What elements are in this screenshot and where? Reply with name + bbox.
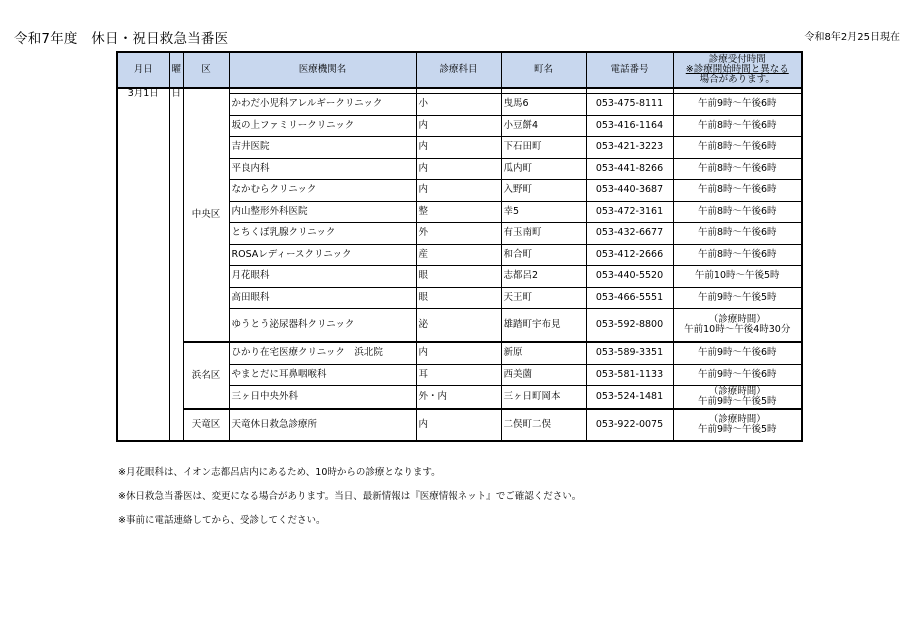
ward-hamana: 浜名区 — [183, 342, 229, 409]
phone: 053-416-1164 — [586, 115, 673, 137]
clinic-name: なかむらクリニック — [229, 180, 416, 202]
phone: 053-432-6677 — [586, 223, 673, 245]
hours: 午前10時～午後5時 — [673, 266, 802, 288]
department: 外 — [416, 223, 501, 245]
department: 内 — [416, 137, 501, 159]
hours: 午前8時～午後6時 — [673, 201, 802, 223]
header-phone: 電話番号 — [586, 52, 673, 88]
header-weekday: 曜 — [169, 52, 183, 88]
department: 泌 — [416, 309, 501, 343]
phone: 053-440-3687 — [586, 180, 673, 202]
weekday-cell — [169, 88, 183, 441]
phone: 053-472-3161 — [586, 201, 673, 223]
page-title: 令和7年度 休日・祝日救急当番医 — [14, 31, 229, 47]
phone: 053-466-5551 — [586, 287, 673, 309]
phone: 053-581-1133 — [586, 364, 673, 386]
table-row — [117, 409, 802, 441]
hours: 午前8時～午後6時 — [673, 158, 802, 180]
hours: 午前8時～午後6時 — [673, 115, 802, 137]
hours-value: 午前9時～午後5時 — [697, 396, 777, 407]
hours-note: （診療時間） — [708, 314, 766, 326]
department: 外・内 — [416, 386, 501, 410]
header-ward: 区 — [183, 52, 229, 88]
phone: 053-441-8266 — [586, 158, 673, 180]
phone: 053-922-0075 — [586, 409, 673, 441]
department: 産 — [416, 244, 501, 266]
weekday-text: 日 — [171, 88, 182, 99]
as-of-date: 令和8年2月25日現在 — [804, 32, 900, 43]
hours — [673, 386, 802, 410]
clinic-name: やまとだに耳鼻咽喉科 — [229, 364, 416, 386]
date-cell — [117, 88, 169, 441]
town: 新原 — [501, 342, 586, 364]
town: 志都呂2 — [501, 266, 586, 288]
note-1: ※月花眼科は、イオン志都呂店内にあるため、10時からの診療となります。 — [118, 467, 441, 478]
clinic-name: 坂の上ファミリークリニック — [229, 115, 416, 137]
phone: 053-440-5520 — [586, 266, 673, 288]
phone: 053-412-2666 — [586, 244, 673, 266]
date-text: 3月1日 — [127, 88, 159, 99]
clinic-name: 内山整形外科医院 — [229, 201, 416, 223]
phone: 053-592-8800 — [586, 309, 673, 343]
clinic-name: ひかり在宅医療クリニック 浜北院 — [229, 342, 416, 364]
hours: 午前8時～午後6時 — [673, 244, 802, 266]
clinic-name: 天竜休日救急診療所 — [229, 409, 416, 441]
town: 三ヶ日町岡本 — [501, 386, 586, 410]
note-2: ※休日救急当番医は、変更になる場合があります。当日、最新情報は『医療情報ネット』でご確認ください。 — [118, 491, 582, 502]
clinic-name: とちくぼ乳腺クリニック — [229, 223, 416, 245]
clinic-name: 吉井医院 — [229, 137, 416, 159]
department: 内 — [416, 409, 501, 441]
hours-note: （診療時間） — [708, 414, 766, 426]
hours: 午前8時～午後6時 — [673, 180, 802, 202]
clinic-name: ROSAレディースクリニック — [229, 244, 416, 266]
hours-value: 午前10時～午後4時30分 — [684, 324, 791, 335]
note-3: ※事前に電話連絡してから、受診してください。 — [118, 515, 326, 526]
phone: 053-421-3223 — [586, 137, 673, 159]
clinic-name: 高田眼科 — [229, 287, 416, 309]
header-hours-line2: ※診療開始時間と異なる — [685, 64, 789, 76]
hours-value: 午前9時～午後5時 — [697, 424, 777, 435]
hours: 午前9時～午後5時 — [673, 287, 802, 309]
town: 二俣町二俣 — [501, 409, 586, 441]
duty-doctor-table — [116, 51, 803, 442]
header-hours — [673, 52, 802, 88]
clinic-name: かわだ小児科アレルギークリニック — [229, 94, 416, 116]
hours: 午前9時～午後6時 — [673, 342, 802, 364]
department: 眼 — [416, 287, 501, 309]
hours: 午前8時～午後6時 — [673, 223, 802, 245]
department: 耳 — [416, 364, 501, 386]
header-hours-line3: 場合があります。 — [699, 73, 775, 85]
town: 西美薗 — [501, 364, 586, 386]
clinic-name: 三ヶ日中央外科 — [229, 386, 416, 410]
hours: 午前9時～午後6時 — [673, 94, 802, 116]
header-date: 月日 — [117, 52, 169, 88]
header-clinic: 医療機関名 — [229, 52, 416, 88]
ward-chuo: 中央区 — [183, 88, 229, 342]
hours-note: （診療時間） — [708, 386, 766, 398]
hours — [673, 409, 802, 441]
hours: 午前9時～午後6時 — [673, 364, 802, 386]
town: 雄踏町宇布見 — [501, 309, 586, 343]
ward-tenryu: 天竜区 — [183, 409, 229, 441]
table-row — [117, 342, 802, 364]
town: 有玉南町 — [501, 223, 586, 245]
clinic-name: ゆうとう泌尿器科クリニック — [229, 309, 416, 343]
header-hours-line1: 診療受付時間 — [708, 54, 766, 66]
department: 眼 — [416, 266, 501, 288]
town: 天王町 — [501, 287, 586, 309]
phone: 053-475-8111 — [586, 94, 673, 116]
town: 小豆餅4 — [501, 115, 586, 137]
header-department: 診療科目 — [416, 52, 501, 88]
town: 和合町 — [501, 244, 586, 266]
clinic-name: 平良内科 — [229, 158, 416, 180]
town: 幸5 — [501, 201, 586, 223]
town: 入野町 — [501, 180, 586, 202]
hours — [673, 309, 802, 343]
table-header-row — [117, 52, 802, 88]
department: 内 — [416, 115, 501, 137]
department: 整 — [416, 201, 501, 223]
phone: 053-589-3351 — [586, 342, 673, 364]
town: 下石田町 — [501, 137, 586, 159]
clinic-name: 月花眼科 — [229, 266, 416, 288]
header-town: 町名 — [501, 52, 586, 88]
department: 小 — [416, 94, 501, 116]
town: 瓜内町 — [501, 158, 586, 180]
town: 曳馬6 — [501, 94, 586, 116]
department: 内 — [416, 342, 501, 364]
phone: 053-524-1481 — [586, 386, 673, 410]
department: 内 — [416, 158, 501, 180]
department: 内 — [416, 180, 501, 202]
hours: 午前8時～午後6時 — [673, 137, 802, 159]
